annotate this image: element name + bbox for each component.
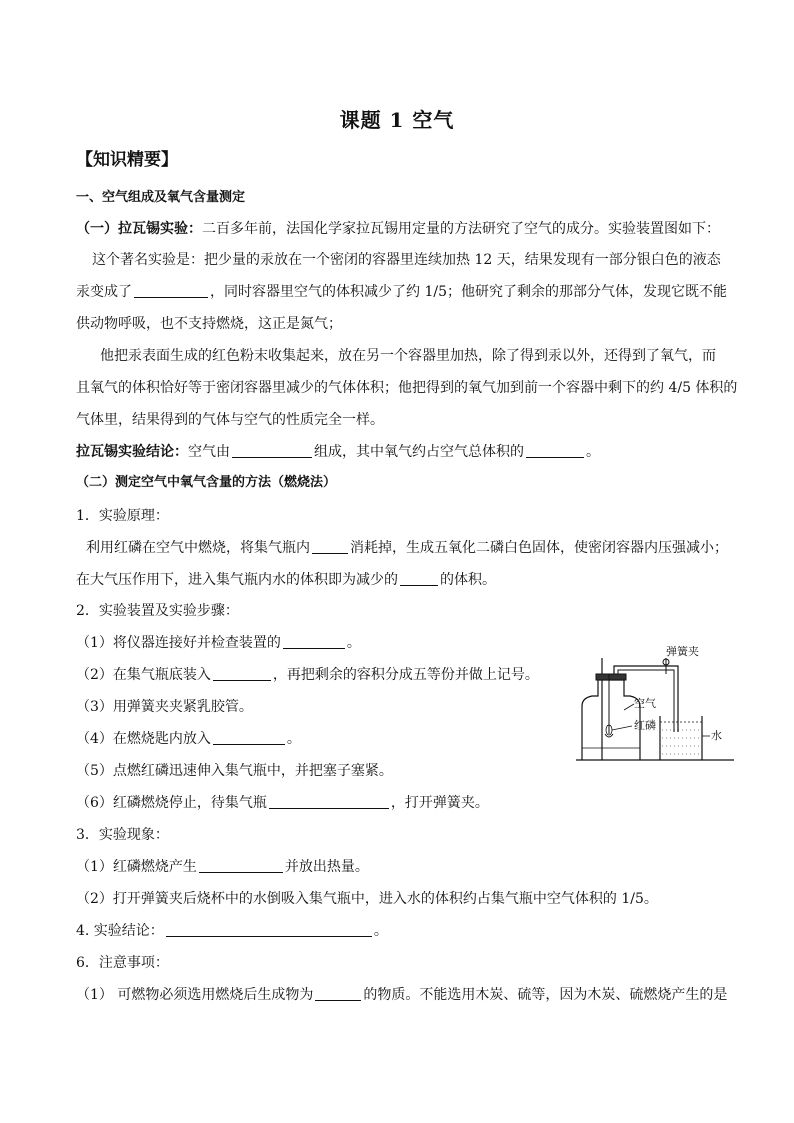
- step-2: [76, 665, 539, 685]
- text-segment: 空气由: [188, 444, 230, 460]
- fill-blank[interactable]: [312, 539, 348, 554]
- text-segment: ，同时容器里空气的体积减少了约 1/5；他研究了剩余的那部分气体，发现它既不能: [210, 284, 727, 300]
- step-1: [76, 633, 361, 653]
- text-segment: 4. 实验结论：: [76, 923, 164, 939]
- principle-heading: 1．实验原理：: [76, 508, 169, 524]
- step-5: （5）点燃红磷迅速伸入集气瓶中，并把塞子塞紧。: [76, 763, 393, 779]
- label-water: 水: [711, 729, 722, 742]
- text-segment: （2）在集气瓶底装入: [76, 667, 211, 683]
- lavoisier-label: （一）拉瓦锡实验：: [76, 221, 202, 237]
- fill-blank[interactable]: [199, 858, 283, 873]
- phenomena-2: （2）打开弹簧夹后烧杯中的水倒吸入集气瓶中，进入水的体积约占集气瓶中空气体积的 1/5。: [76, 891, 658, 907]
- lavoisier-conclusion: [76, 442, 600, 462]
- fill-blank[interactable]: [134, 283, 208, 298]
- text-segment: 汞变成了: [76, 284, 132, 300]
- page-title: 课题 1 空气: [339, 108, 455, 132]
- lavoisier-para2-line2: 且氧气的体积恰好等于密闭容器里减少的气体体积；他把得到的氧气加到前一个容器中剩下的约 4/5 体积的: [76, 380, 738, 396]
- note-1: [76, 985, 727, 1005]
- label-phosphorus: 红磷: [634, 719, 656, 732]
- text-segment: ，再把剩余的容积分成五等份并做上记号。: [272, 667, 539, 683]
- lavoisier-para1-line2: [76, 282, 727, 302]
- text-segment: ，打开弹簧夹。: [390, 795, 489, 811]
- principle-line1: [86, 538, 728, 558]
- text-segment: 利用红磷在空气中燃烧，将集气瓶内: [86, 540, 310, 556]
- step-3: （3）用弹簧夹夹紧乳胶管。: [76, 699, 253, 715]
- fill-blank[interactable]: [166, 922, 372, 937]
- lavoisier-intro: [76, 219, 720, 239]
- step-6: [76, 793, 489, 813]
- text-segment: （1）红磷燃烧产生: [76, 859, 197, 875]
- conclusion-label: 拉瓦锡实验结论：: [76, 444, 188, 460]
- text-segment: 组成，其中氧气约占空气总体积的: [314, 444, 524, 460]
- section-header: 【知识精要】: [76, 150, 178, 170]
- phenomena-heading: 3．实验现象：: [76, 827, 169, 843]
- part1-heading: 一、空气组成及氧气含量测定: [76, 190, 246, 205]
- steps-heading: 2．实验装置及实验步骤：: [76, 603, 239, 619]
- lavoisier-para2-line1: 他把汞表面生成的红色粉末收集起来，放在另一个容器里加热，除了得到汞以外，还得到了氧气，而: [100, 348, 716, 364]
- fill-blank[interactable]: [213, 666, 271, 681]
- step-4: [76, 729, 301, 749]
- fill-blank[interactable]: [315, 986, 361, 1001]
- text-segment: 并放出热量。: [284, 859, 369, 875]
- lavoisier-para2-line3: 气体里，结果得到的气体与空气的性质完全一样。: [76, 412, 384, 428]
- text-segment: 在大气压作用下，进入集气瓶内水的体积即为减少的: [76, 572, 398, 588]
- text-segment: 。: [373, 923, 388, 939]
- apparatus-figure: [574, 644, 736, 764]
- lavoisier-intro-text: 二百多年前，法国化学家拉瓦锡用定量的方法研究了空气的成分。实验装置图如下：: [202, 221, 720, 237]
- text-segment: （6）红磷燃烧停止，待集气瓶: [76, 795, 267, 811]
- fill-blank[interactable]: [283, 634, 345, 649]
- text-segment: 的体积。: [440, 572, 496, 588]
- text-segment: 的物质。不能选用木炭、硫等，因为木炭、硫燃烧产生的是: [363, 987, 728, 1003]
- fill-blank[interactable]: [400, 571, 438, 586]
- fill-blank[interactable]: [526, 443, 584, 458]
- fill-blank[interactable]: [232, 443, 312, 458]
- text-segment: 。: [346, 635, 361, 651]
- principle-line2: [76, 570, 496, 590]
- fill-blank[interactable]: [213, 730, 285, 745]
- conclusion-line: [76, 921, 388, 941]
- label-air: 空气: [634, 697, 656, 710]
- text-segment: （1）将仪器连接好并检查装置的: [76, 635, 281, 651]
- fill-blank[interactable]: [269, 794, 389, 809]
- text-segment: 。: [286, 731, 301, 747]
- notes-heading: 6．注意事项：: [76, 955, 169, 971]
- label-clamp: 弹簧夹: [666, 645, 699, 658]
- part2-heading: （二）测定空气中氧气含量的方法（燃烧法）: [76, 475, 337, 490]
- text-segment: 消耗掉，生成五氧化二磷白色固体，使密闭容器内压强减小；: [350, 540, 728, 556]
- lavoisier-para1-line1: 这个著名实验是：把少量的汞放在一个密闭的容器里连续加热 12 天，结果发现有一部分银白色的液态: [92, 252, 721, 268]
- text-segment: 。: [586, 444, 600, 460]
- phenomena-1: [76, 857, 369, 877]
- text-segment: （1） 可燃物必须选用燃烧后生成物为: [76, 987, 314, 1003]
- lavoisier-para1-line3: 供动物呼吸，也不支持燃烧，这正是氮气；: [76, 316, 342, 332]
- text-segment: （4）在燃烧匙内放入: [76, 731, 211, 747]
